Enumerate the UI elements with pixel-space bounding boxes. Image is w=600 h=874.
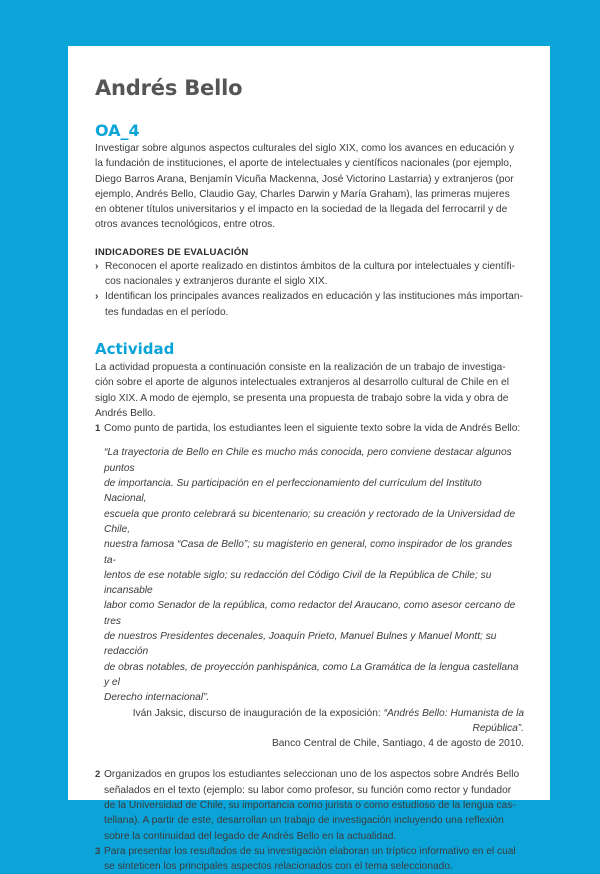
indicator-item: › Reconocen el aporte realizado en distintos ámbitos de la cultura por intelectuales y científi- cos nacionales y extranjeros durante el siglo XIX. xyxy=(95,260,515,288)
activity-intro: La actividad propuesta a continuación consiste en la realización de un trabajo de investiga- ción sobre el aporte de algunos intelectuales extranjeros al desarrollo cultural de Chile en el siglo XIX. A modo de ejemplo, se presenta una propuesta de trabajo sobre la vida y obra de Andrés Bello. xyxy=(95,361,509,419)
indicators-heading: INDICADORES DE EVALUACIÓN xyxy=(95,246,249,258)
step-number: 2 xyxy=(95,769,101,781)
objective-code: OA_4 xyxy=(95,121,140,140)
step-number: 1 xyxy=(95,423,101,435)
chevron-right-icon: › xyxy=(95,291,99,303)
activity-heading: Actividad xyxy=(95,339,175,358)
activity-steps-continued xyxy=(95,767,524,874)
indicator-item: › Identifican los principales avances realizados en educación y las instituciones más importan- tes fundadas en el período. xyxy=(95,291,523,318)
step-1: 1 Como punto de partida, los estudiantes leen el siguiente texto sobre la vida de Andrés Bello: xyxy=(95,421,524,436)
document-page xyxy=(68,46,550,873)
step-3: 3 Para presentar los resultados de su investigación elaboran un tríptico informativo en el cual se sinteticen los principales aspectos relacionados con el tema seleccionado. xyxy=(95,845,516,873)
quote-block: “La trayectoria de Bello en Chile es mucho más conocida, pero conviene destacar algunos puntos de importancia. Su participación en el perfeccionamiento del currículum del Instituto Nacional, escuela que pronto celebrará su bicentenario; su creación y rectorado de la Universidad de Chile, nuestra famosa “Casa de Bello”; su magisterio en general, como inspirador de los grandes ta- lentos de ese notable siglo; su redacción del Código Civil de la República de Chile; su incansable labor como Senador de la república, como redactor del Araucano, como asesor cercano de tres de nuestros Presidentes decenales, Joaquín Prieto, Manuel Bulnes y Manuel Montt; su redacción de obras notables, de proyección panhispánica, como La Gramática de la lengua castellana y el Derecho internacional”. xyxy=(104,447,519,704)
quote-source: Iván Jaksic, discurso de inauguración de la exposición: “Andrés Bello: Humanista de la República”. Banco Central de Chile, Santiago, 4 de agosto de 2010. xyxy=(132,707,524,750)
page-title: Andrés Bello xyxy=(95,76,243,100)
activity-steps xyxy=(95,421,524,436)
step-number: 3 xyxy=(95,845,101,857)
step-2: 2 Organizados en grupos los estudiantes seleccionan uno de los aspectos sobre Andrés Bello señalados en el texto (ejemplo: su labor como profesor, su función como rector y fundador de la Universidad de Chile, su importancia como jurista o como estudioso de la lengua cas- tellana). A partir de este, desarrollan un trabajo de investigación incluyendo una reflexión sobre la continuidad del legado de Andrés Bello en la actualidad. xyxy=(95,769,520,842)
objective-text: Investigar sobre algunos aspectos culturales del siglo XIX, como los avances en educación y la fundación de instituciones, el aporte de intelectuales y científicos nacionales (por ejemplo, Diego Barros Arana, Benjamín Vicuña Mackenna, José Victorino Lastarria) y extranjeros (por ejemplo, Andrés Bello, Claudio Gay, Charles Darwin y María Graham), las primeras mujeres en obtener títulos universitarios y el impacto en la sociedad de la llegada del ferrocarril y de otros avances tecnológicos, entre otros. xyxy=(95,143,515,231)
indicators-list xyxy=(95,259,524,320)
chevron-right-icon: › xyxy=(95,260,99,272)
